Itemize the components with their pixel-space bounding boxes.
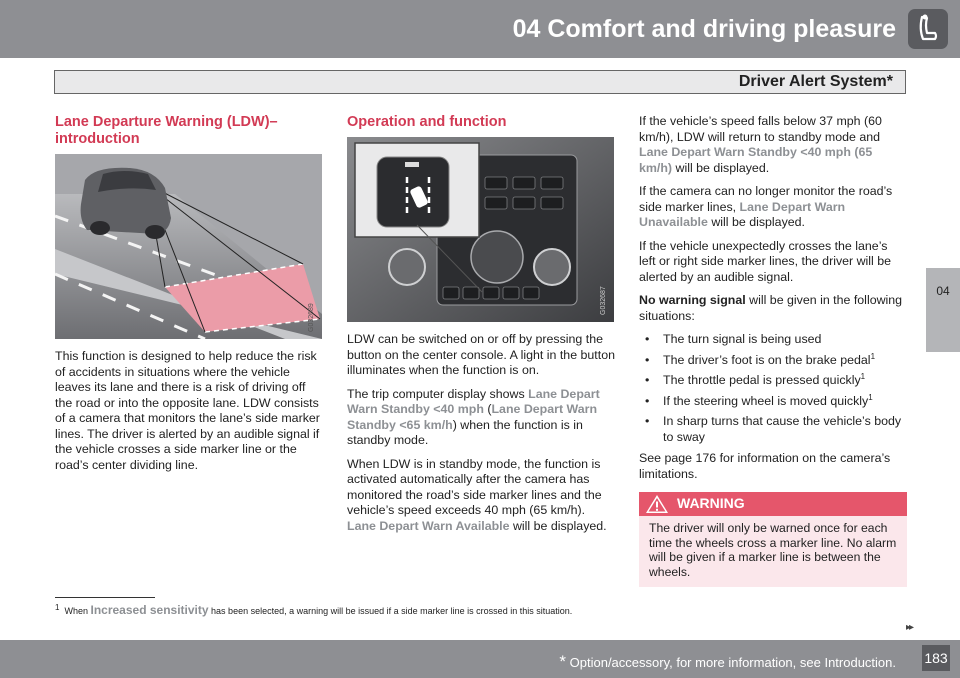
lane-illustration — [55, 154, 322, 339]
list-item: • In sharp turns that cause the vehicle’s body to sway — [639, 414, 907, 445]
list-item: • The throttle pedal is pressed quickly$^1$ — [639, 373, 907, 389]
warning-box — [639, 492, 907, 587]
operation-paragraph-3: When LDW is in standby mode, the function is activated automatically after the camera has monitored the road’s side marker lines and the vehicle’s speed exceeds 40 mph (65 km/h). Lane Depart Warn Available will be displayed. — [347, 456, 607, 533]
ldw-intro-heading: Lane Departure Warning (LDW)– introduction — [55, 114, 278, 147]
ldw-intro-paragraph: This function is designed to help reduce the risk of accidents in situations where the vehicle leaves its lane and there is a risk of driving off the road or into the opposite lane. LDW consists of a camera that monitors the lane’s side marker lines. The driver is alerted by an audible signal if the vehicle crosses a side marker line or the road’s center dividing line. — [55, 349, 320, 472]
footer-bar — [0, 640, 960, 678]
page-number: 183 — [922, 645, 950, 671]
camera-paragraph: If the camera can no longer monitor the road’s side marker lines, Lane Depart Warn Unavailable will be displayed. — [639, 184, 893, 229]
chapter-side-tab — [926, 268, 960, 352]
list-item: • The driver’s foot is on the brake pedal$^1$ — [639, 353, 907, 369]
display-text: Lane Depart Warn Standby <40 mph — [347, 386, 600, 416]
list-item: • The turn signal is being used — [639, 332, 907, 348]
header-bar — [0, 0, 960, 58]
operation-heading: Operation and function — [347, 114, 507, 130]
section-header — [54, 70, 906, 94]
side-tab-label: 04 — [936, 284, 950, 298]
warning-triangle-icon — [645, 494, 669, 514]
column-2 — [347, 114, 615, 542]
display-text: Lane Depart Warn Unavailable — [639, 199, 846, 229]
standby-paragraph: If the vehicle’s speed falls below 37 mph (60 km/h), LDW will return to standby mode and Lane Depart Warn Standby <40 mph (65 km/h) will be displayed. — [639, 114, 882, 175]
column-1 — [55, 114, 323, 481]
display-text: Increased sensitivity — [90, 603, 209, 617]
seat-icon — [908, 9, 948, 49]
no-warning-paragraph: No warning signal will be given in the following situations: — [639, 293, 903, 323]
warning-text: The driver will only be warned once for each time the wheels cross a marker line. No alarm will be given if a marker line is between the wheels. — [649, 521, 897, 579]
no-warning-list — [639, 332, 907, 445]
chapter-title: 04 Comfort and driving pleasure — [512, 15, 896, 43]
warning-header — [639, 492, 907, 516]
alert-paragraph: If the vehicle unexpectedly crosses the lane’s left or right side marker lines, the driver will be alerted by an audible signal. — [639, 238, 892, 284]
console-illustration — [347, 137, 614, 322]
operation-paragraph-2: The trip computer display shows Lane Depart Warn Standby <40 mph (Lane Depart Warn Standby <65 km/h) when the function is in standby mode. — [347, 386, 600, 447]
column-3 — [639, 114, 907, 587]
operation-paragraph-1: LDW can be switched on or off by pressing the button on the center console. A light in the button illuminates when the function is on. — [347, 332, 615, 377]
limitations-paragraph: See page 176 for information on the camera’s limitations. — [639, 451, 891, 481]
image-code: G032687 — [600, 286, 607, 315]
footnote: $^1$ When Increased sensitivity has been selected, a warning will be issued if a side marker line is crossed in this situation. — [55, 603, 573, 617]
warning-title: WARNING — [677, 495, 745, 511]
footnote-divider — [55, 597, 155, 598]
section-title: Driver Alert System* — [738, 73, 893, 90]
option-note: * Option/accessory, for more information, see Introduction. — [559, 652, 896, 671]
display-text: Lane Depart Warn Standby <40 mph (65 km/h) — [639, 145, 873, 175]
list-item: • If the steering wheel is moved quickly$^1$ — [639, 394, 907, 410]
display-text: Lane Depart Warn Available — [347, 518, 510, 533]
next-page-arrows-icon: ▸▸ — [906, 622, 913, 633]
image-code: G032689 — [308, 303, 315, 332]
display-text: Lane Depart Warn Standby <65 km/h — [347, 402, 598, 432]
